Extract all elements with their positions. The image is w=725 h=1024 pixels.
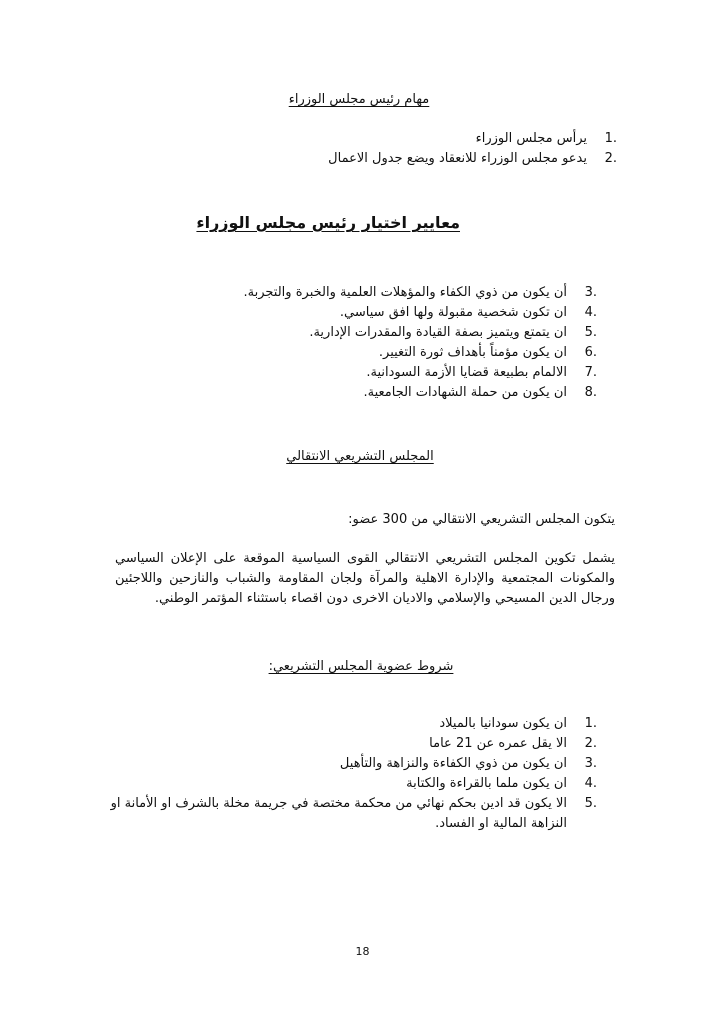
list-item: 3. أن يكون من ذوي الكفاء والمؤهلات العلمية والخبرة والتجربة. bbox=[243, 285, 597, 300]
section-heading-pm-criteria: معايير اختيار رئيس مجلس الوزراء bbox=[196, 213, 460, 232]
list-item: 3. ان يكون من ذوي الكفاءة والنزاهة والتأهيل bbox=[339, 756, 597, 771]
page-number: 18 bbox=[355, 945, 370, 958]
list-item: 6. ان يكون مؤمناً بأهداف ثورة التغيير. bbox=[378, 345, 597, 360]
list-item: 8. ان يكون من حملة الشهادات الجامعية. bbox=[363, 385, 597, 400]
pm-criteria-list bbox=[244, 283, 597, 403]
list-item: 7. الالمام بطبيعة قضايا الأزمة السودانية. bbox=[366, 365, 597, 380]
list-item: 2. يدعو مجلس الوزراء للانعقاد ويضع جدول الاعمال bbox=[328, 151, 617, 166]
section-heading-legislative-council: المجلس التشريعي الانتقالي bbox=[286, 449, 434, 464]
section-heading-pm-duties: مهام رئيس مجلس الوزراء bbox=[288, 92, 430, 107]
list-item: 2. الا يقل عمره عن 21 عاما bbox=[429, 736, 597, 751]
list-item: 1. ان يكون سودانيا بالميلاد bbox=[439, 716, 597, 731]
section-heading-membership-conditions: شروط عضوية المجلس التشريعي: bbox=[268, 659, 454, 674]
council-composition-paragraph: يشمل تكوين المجلس التشريعي الانتقالي القوى السياسية الموقعة على الإعلان السياسي والمكونات المجتمعية والإدارة الاهلية والمرآة ولجان المقاومة والشباب والنازحين واللاجئين ورجال الدين المسيحي والإسلامي والاديان الاخرى دون اقصاء باستثناء المؤتمر الوطني. bbox=[115, 551, 615, 606]
list-item: 5. الا يكون قد ادين بحكم نهائي من محكمة مختصة في جريمة مخلة بالشرف او الأمانة او النزاهة المالية او الفساد. bbox=[110, 796, 597, 831]
council-size-text: يتكون المجلس التشريعي الانتقالي من 300 عضو: bbox=[348, 512, 615, 527]
list-item: 1. يرأس مجلس الوزراء bbox=[475, 131, 617, 146]
list-item: 4. ان تكون شخصية مقبولة ولها افق سياسي. bbox=[339, 305, 597, 320]
list-item: 5. ان يتمتع ويتميز بصفة القيادة والمقدرات الإدارية. bbox=[309, 325, 597, 340]
pm-duties-list bbox=[328, 129, 617, 169]
list-item: 4. ان يكون ملما بالقراءة والكتابة bbox=[406, 776, 597, 791]
membership-conditions-list bbox=[77, 714, 597, 834]
